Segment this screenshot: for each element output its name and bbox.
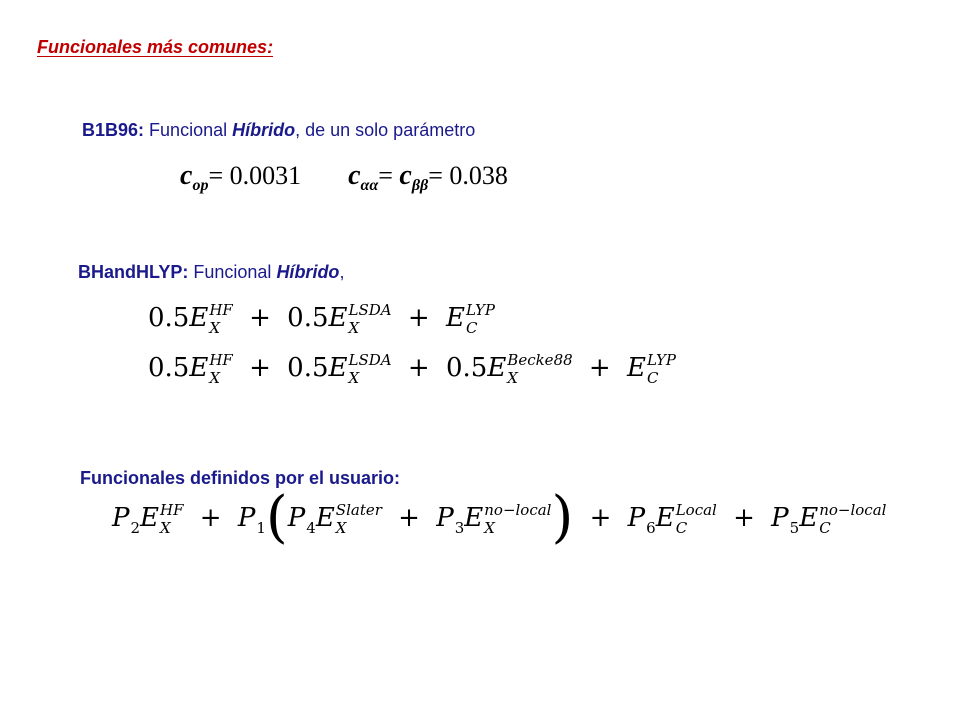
f3-E-2: E <box>315 503 335 533</box>
f3-P4: P <box>287 503 306 533</box>
f3-E-5: E <box>799 503 819 533</box>
user-defined-label: Funcionales definidos por el usuario: <box>80 468 401 488</box>
f2-E-1: E <box>189 353 209 383</box>
b1b96-text-after: , de un solo parámetro <box>295 120 476 140</box>
f3-script-3: no−local X <box>484 501 552 537</box>
bhandhlyp-name: BHandHLYP: <box>78 262 189 282</box>
f2-plus-3: + <box>588 353 611 383</box>
section-heading: Funcionales más comunes: <box>37 37 274 57</box>
bhandhlyp-description <box>78 262 344 283</box>
coef-val-op: = 0.0031 <box>208 161 302 190</box>
f3-plus-3: + <box>589 503 612 533</box>
f3-E-1: E <box>140 503 160 533</box>
bhandhlyp-text-after: , <box>339 262 345 282</box>
bhandhlyp-emph: Híbrido <box>276 262 340 282</box>
coef-sub-aa: αα <box>360 177 379 194</box>
f3-p3-sub: 3 <box>454 519 465 537</box>
f3-p2-sub: 2 <box>130 519 141 537</box>
f3-script-5: no−local C <box>819 501 887 537</box>
f2-script-3: Becke88 X <box>507 351 573 387</box>
f3-p5-sub: 5 <box>789 519 800 537</box>
f3-plus-4: + <box>733 503 755 533</box>
f3-E-4: E <box>655 503 675 533</box>
coef-c-aa: c <box>348 160 361 191</box>
b1b96-text-before: Funcional <box>149 120 228 140</box>
f3-E-3: E <box>464 503 484 533</box>
coef-c-op: c <box>180 160 193 191</box>
coef-c-bb: c <box>399 160 412 191</box>
bhandhlyp-text-before: Funcional <box>193 262 272 282</box>
formula-user-defined <box>112 485 887 550</box>
f2-E-4: E <box>626 353 646 383</box>
f3-plus-1: + <box>199 503 222 533</box>
f1-coef-2: 0.5 <box>287 303 329 333</box>
f3-script-4: Local C <box>675 501 717 537</box>
b1b96-description <box>82 120 475 141</box>
f3-P5: P <box>771 503 789 533</box>
f2-plus-2: + <box>407 353 430 383</box>
f3-plus-2: + <box>398 503 420 533</box>
f3-p6-sub: 6 <box>646 519 656 537</box>
f3-p1-sub: 1 <box>256 519 266 537</box>
f3-P3: P <box>436 503 454 533</box>
f3-P1: P <box>237 503 256 533</box>
b1b96-name: B1B96: <box>82 120 145 140</box>
f3-P2: P <box>112 503 130 533</box>
f3-left-paren: ( <box>265 485 288 550</box>
b1b96-emph: Híbrido <box>232 120 296 140</box>
f2-coef-2: 0.5 <box>287 353 329 383</box>
f2-E-2: E <box>328 353 348 383</box>
coef-val-bb: = 0.038 <box>428 161 508 190</box>
f3-script-2: Slater X <box>335 501 382 537</box>
formula-bhandhlyp-1 <box>148 302 495 336</box>
f2-plus-1: + <box>249 353 271 383</box>
f2-script-1: HF X <box>209 351 233 387</box>
f1-E-2: E <box>328 303 348 333</box>
f2-script-4: LYP C <box>646 351 676 387</box>
f3-script-1: HF X <box>160 501 184 537</box>
f1-coef-1: 0.5 <box>148 303 190 333</box>
f3-P6: P <box>627 503 646 533</box>
f2-coef-1: 0.5 <box>148 353 190 383</box>
f2-E-3: E <box>487 353 507 383</box>
coef-eq: = <box>378 161 393 190</box>
b1b96-coefficients <box>180 160 508 192</box>
f2-coef-3: 0.5 <box>445 353 488 383</box>
f1-E-1: E <box>189 303 209 333</box>
f1-plus-2: + <box>407 303 430 333</box>
f2-script-2: LSDA X <box>348 351 392 387</box>
f1-E-3: E <box>445 303 465 333</box>
coef-sub-bb: ββ <box>411 177 429 194</box>
f1-script-2: LSDA X <box>348 301 392 337</box>
f3-right-paren: ) <box>551 485 574 550</box>
f3-p4-sub: 4 <box>306 519 316 537</box>
coef-sub-op: op <box>192 177 209 194</box>
formula-bhandhlyp-2 <box>148 352 676 386</box>
f1-plus-1: + <box>249 303 271 333</box>
f1-script-3: LYP C <box>465 301 495 337</box>
f1-script-1: HF X <box>209 301 233 337</box>
